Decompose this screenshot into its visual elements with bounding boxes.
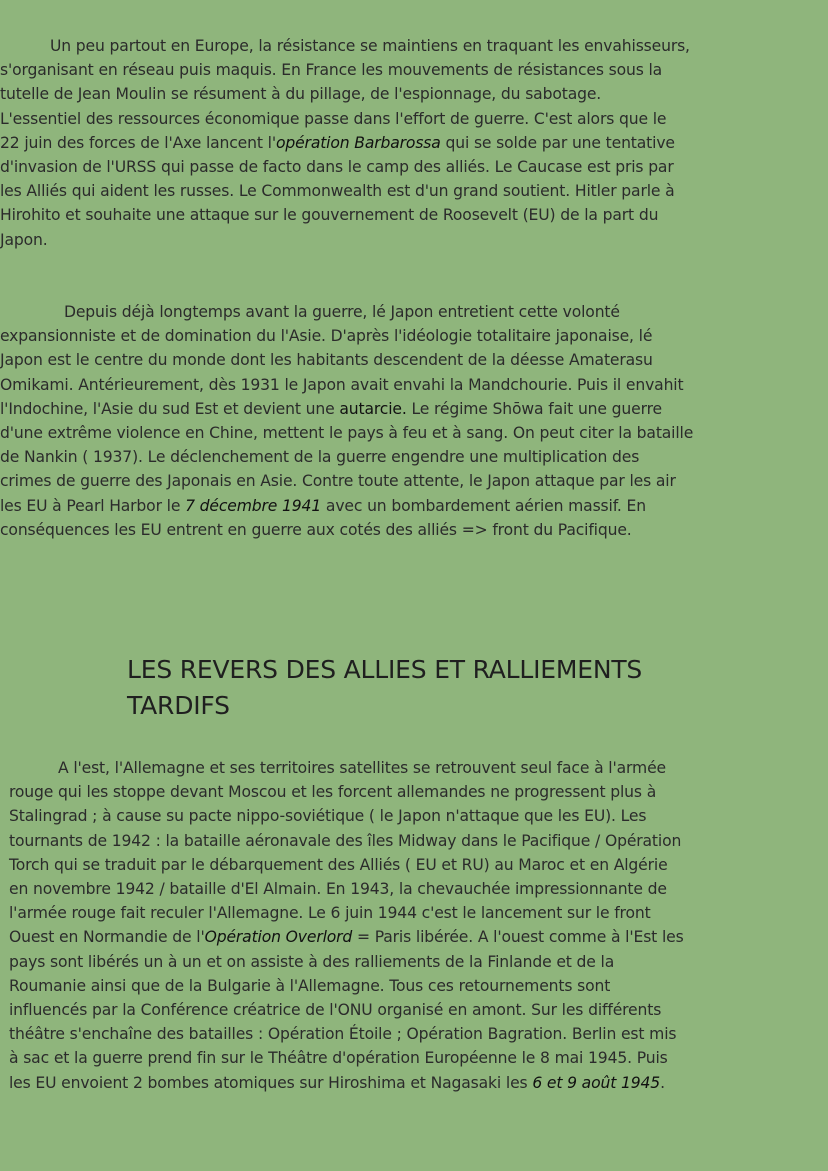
paragraph-resistance (0, 34, 828, 252)
text-line: A l'est, l'Allemagne et ses territoires satellites se retrouvent seul face à l'armée (58, 759, 666, 777)
emphasis-overlord: Opération Overlord (204, 928, 353, 947)
text-line: Roumanie ainsi que de la Bulgarie à l'Allemagne. Tous ces retournements sont (9, 976, 611, 995)
text-line: d'invasion de l'URSS qui passe de facto dans le camp des alliés. Le Caucase est pris par (0, 158, 674, 177)
text-run: . (660, 1073, 665, 1092)
text-line: conséquences les EU entrent en guerre aux cotés des alliés => front du Pacifique. (0, 520, 632, 539)
emphasis-barbarossa: opération Barbarossa (275, 133, 441, 152)
text-run: qui se solde par une tentative (440, 133, 675, 152)
text-run: Ouest en Normandie de l' (9, 928, 205, 947)
text-line: d'une extrême violence en Chine, mettent le pays à feu et à sang. On peut citer la bataille (0, 424, 694, 443)
text-line (0, 494, 828, 518)
text-line: théâtre s'enchaîne des batailles : Opération Étoile ; Opération Bagration. Berlin est mis (9, 1025, 677, 1044)
text-line: rouge qui les stoppe devant Moscou et les forcent allemandes ne progressent plus à (9, 783, 657, 802)
text-line: tutelle de Jean Moulin se résument à du pillage, de l'espionnage, du sabotage. (0, 85, 602, 104)
text-line: l'armée rouge fait reculer l'Allemagne. Le 6 juin 1944 c'est le lancement sur le front (9, 904, 651, 923)
text-run: = Paris libérée. A l'ouest comme à l'Est les (352, 928, 684, 947)
text-line (0, 131, 828, 155)
text-run: 22 juin des forces de l'Axe lancent l' (0, 133, 276, 152)
heading-line: TARDIFS (127, 691, 230, 720)
text-line: de Nankin ( 1937). Le déclenchement de la guerre engendre une multiplication des (0, 448, 640, 467)
text-line: Torch qui se traduit par le débarquement des Alliés ( EU et RU) au Maroc et en Algérie (9, 855, 668, 874)
text-line: en novembre 1942 / bataille d'El Almain. En 1943, la chevauchée impressionnante de (9, 880, 667, 899)
term-autarcie: autarcie. (339, 399, 407, 418)
text-line (9, 925, 824, 949)
text-run: avec un bombardement aérien massif. En (321, 496, 646, 515)
text-line: Japon est le centre du monde dont les habitants descendent de la déesse Amaterasu (0, 351, 653, 370)
section-heading (127, 652, 767, 724)
text-run: Le régime Shōwa fait une guerre (406, 399, 662, 418)
emphasis-date-bombes: 6 et 9 août 1945 (532, 1073, 661, 1092)
paragraph-japon (0, 300, 828, 542)
emphasis-date-pearl-harbor: 7 décembre 1941 (185, 496, 322, 515)
text-line: Omikami. Antérieurement, dès 1931 le Japon avait envahi la Mandchourie. Puis il envahit (0, 375, 684, 394)
text-line: Japon. (0, 230, 48, 249)
text-line: Un peu partout en Europe, la résistance se maintiens en traquant les envahisseurs, (50, 37, 690, 55)
text-line: Depuis déjà longtemps avant la guerre, lé Japon entretient cette volonté (64, 303, 620, 321)
text-line: influencés par la Conférence créatrice de l'ONU organisé en amont. Sur les différents (9, 1001, 662, 1020)
text-line: pays sont libérés un à un et on assiste à des ralliements de la Finlande et de la (9, 952, 615, 971)
text-line: à sac et la guerre prend fin sur le Théâtre d'opération Européenne le 8 mai 1945. Puis (9, 1049, 668, 1068)
text-line: Stalingrad ; à cause su pacte nippo-soviétique ( le Japon n'attaque que les EU). Les (9, 807, 647, 826)
text-line: expansionniste et de domination du l'Asie. D'après l'idéologie totalitaire japonaise, lé (0, 327, 653, 346)
text-line: les Alliés qui aident les russes. Le Commonwealth est d'un grand soutient. Hitler parle à (0, 182, 675, 201)
text-run: les EU à Pearl Harbor le (0, 496, 186, 515)
text-line (9, 1071, 824, 1095)
text-line: tournants de 1942 : la bataille aéronavale des îles Midway dans le Pacifique / Opération (9, 831, 682, 850)
heading-line: LES REVERS DES ALLIES ET RALLIEMENTS (127, 655, 643, 684)
text-line: crimes de guerre des Japonais en Asie. Contre toute attente, le Japon attaque par les air (0, 472, 676, 491)
text-line (0, 397, 828, 421)
text-line: L'essentiel des ressources économique passe dans l'effort de guerre. C'est alors que le (0, 109, 667, 128)
text-run: les EU envoient 2 bombes atomiques sur Hiroshima et Nagasaki les (9, 1073, 533, 1092)
text-line: Hirohito et souhaite une attaque sur le gouvernement de Roosevelt (EU) de la part du (0, 206, 659, 225)
text-run: l'Indochine, l'Asie du sud Est et devient une (0, 399, 340, 418)
text-line: s'organisant en réseau puis maquis. En France les mouvements de résistances sous la (0, 61, 663, 80)
paragraph-revers (9, 756, 824, 1095)
